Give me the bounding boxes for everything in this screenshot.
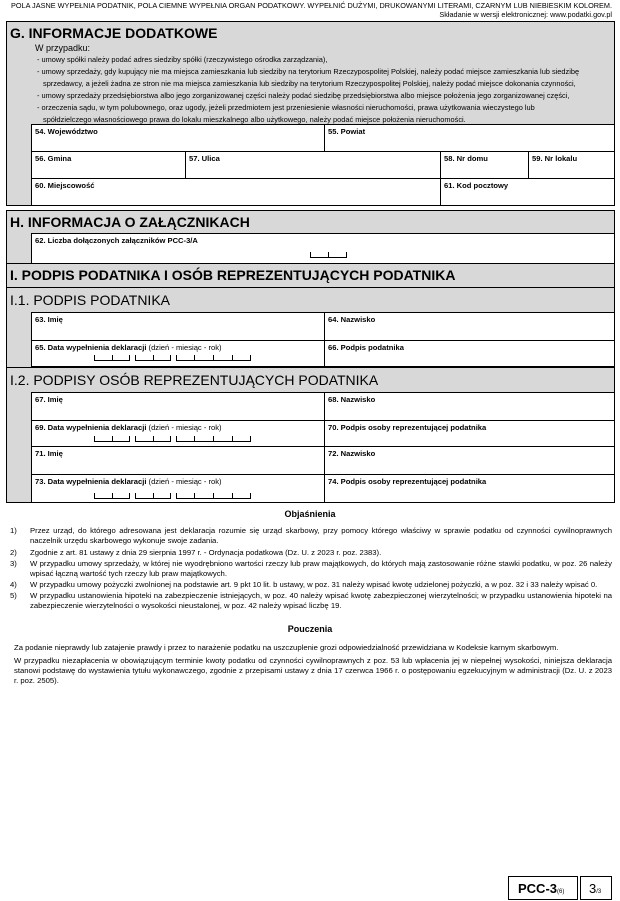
section-g-bullet: - umowy sprzedaży przedsiębiorstwa albo jego zorganizowanej części należy podać siedzibę przedsiębiorstwa albo miejsce położenia jego zorganizowanej części, (37, 91, 570, 100)
note-item: 3) W przypadku umowy sprzedaży, w której nie wyodrębniono wartości rzeczy lub praw majątkowych, do których mają zastosowanie różne stawki podatku, w poz. 26 należy wpisać łączną wartość tych rzeczy lub praw majątkowych. (10, 559, 612, 579)
field-54-wojewodztwo[interactable]: 54. Województwo (31, 124, 325, 152)
section-g-bullet: - orzeczenia sądu, w tym polubownego, oraz ugody, jeżeli przedmiotem jest przeniesienie własności nieruchomości, prawa użytkowania wieczystego lub (37, 103, 535, 112)
pouczenia-title: Pouczenia (287, 624, 333, 634)
field-61-kod-pocztowy[interactable]: 61. Kod pocztowy (440, 178, 615, 206)
header-electronic: Składanie w wersji elektronicznej: www.podatki.gov.pl (439, 10, 612, 19)
field-69-data[interactable] (31, 420, 325, 447)
pouczenia-p2: W przypadku niezapłacenia w obowiązującym terminie kwoty podatku od czynności cywilnoprawnych z poz. 53 lub wpłacenia jej w niepełnej wysokości, niniejsza deklaracja stanowi podstawę do wystawienia tytułu wykonawczego, zgodnie z przepisami ustawy z dnia 17 czerwca 1966 r. o postępowaniu egzekucyjnym w administracji (Dz. U. z 2023 r. poz. 2505). (14, 656, 612, 685)
field-69-label: 69. Data wypełnienia deklaracji (35, 423, 147, 432)
field-63-imie[interactable]: 63. Imię (31, 312, 325, 341)
pouczenia-p1: Za podanie nieprawdy lub zatajenie prawdy i przez to narażenie podatku na uszczuplenie grozi odpowiedzialność przewidziana w Kodeksie karnym skarbowym. (14, 643, 559, 652)
field-65-label: 65. Data wypełnienia deklaracji (35, 343, 147, 352)
field-68-nazwisko[interactable]: 68. Nazwisko (324, 392, 615, 421)
field-55-powiat[interactable]: 55. Powiat (324, 124, 615, 152)
field-74-podpis[interactable]: 74. Podpis osoby reprezentującej podatnika (324, 474, 615, 503)
note-item: 2) Zgodnie z art. 81 ustawy z dnia 29 sierpnia 1997 r. - Ordynacja podatkowa (Dz. U. z 2023 r. poz. 2383). (10, 548, 382, 557)
form-code: PCC-3(6) (508, 876, 578, 900)
section-i1-title: I.1. PODPIS PODATNIKA (10, 292, 171, 308)
field-58-nr-domu[interactable]: 58. Nr domu (440, 151, 529, 179)
note-item: 1) Przez urząd, do którego adresowana jest deklaracja rozumie się urząd skarbowy, przy pomocy którego właściwy w sprawie podatku od czynności cywilnoprawnych naczelnik urzędu skarbowego wykonuje swoje zadania. (10, 526, 612, 546)
header-instruction: POLA JASNE WYPEŁNIA PODATNIK, POLA CIEMNE WYPEŁNIA ORGAN PODATKOWY. WYPEŁNIĆ DUŻYMI, DRUKOWANYMI LITERAMI, CZARNYM LUB NIEBIESKIM KOLOREM. (10, 1, 612, 10)
field-71-imie[interactable]: 71. Imię (31, 446, 325, 475)
field-65-hint: (dzień - miesiąc - rok) (146, 343, 222, 352)
field-70-podpis[interactable]: 70. Podpis osoby reprezentującej podatnika (324, 420, 615, 447)
field-57-ulica[interactable]: 57. Ulica (185, 151, 441, 179)
section-i2-title: I.2. PODPISY OSÓB REPREZENTUJĄCYCH PODATNIKA (10, 372, 379, 388)
page-number: 3/3 (580, 876, 612, 900)
section-i (6, 263, 615, 503)
field-64-nazwisko[interactable]: 64. Nazwisko (324, 312, 615, 341)
section-h (6, 210, 615, 264)
field-62-label: 62. Liczba dołączonych załączników PCC-3/A (35, 236, 198, 245)
objasnienia-title: Objaśnienia (284, 509, 336, 519)
note-item: 4) W przypadku umowy pożyczki zwolnionej na podstawie art. 9 pkt 10 lit. b ustawy, w poz. 31 należy wpisać kwotę udzielonej pożyczki, a w poz. 32 i 33 należy wpisać 0. (10, 580, 598, 589)
field-67-imie[interactable]: 67. Imię (31, 392, 325, 421)
field-56-gmina[interactable]: 56. Gmina (31, 151, 186, 179)
section-h-title: H. INFORMACJA O ZAŁĄCZNIKACH (10, 214, 250, 230)
section-i-title: I. PODPIS PODATNIKA I OSÓB REPREZENTUJĄCYCH PODATNIKA (10, 267, 456, 283)
section-g-bullet: - umowy spółki należy podać adres siedziby spółki (rzeczywistego ośrodka zarządzania), (37, 55, 328, 64)
section-g-title: G. INFORMACJE DODATKOWE (10, 25, 218, 41)
field-66-podpis-podatnika[interactable]: 66. Podpis podatnika (324, 340, 615, 367)
field-72-nazwisko[interactable]: 72. Nazwisko (324, 446, 615, 475)
field-60-miejscowosc[interactable]: 60. Miejscowość (31, 178, 441, 206)
section-g-bullet: sprzedawcy, a jeżeli żadna ze stron nie ma miejsca zamieszkania lub siedziby na terytorium Rzeczypospolitej Polskiej, należy podać miejsce dokonania czynności, (43, 79, 576, 88)
field-73-hint: (dzień - miesiąc - rok) (146, 477, 222, 486)
note-item: 5) W przypadku ustanowienia hipoteki na zabezpieczenie istniejących, w poz. 40 należy wpisać kwotę zabezpieczonej wierzytelności; w przypadku ustanowienia hipoteki na zabezpieczenie wierzytelności o wysokości nieustalonej, w poz. 42 należy wpisać liczbę 19. (10, 591, 612, 611)
section-g-bullet: - umowy sprzedaży, gdy kupujący nie ma miejsca zamieszkania lub siedziby na terytorium Rzeczypospolitej Polskiej, należy podać miejsce zamieszkania lub siedzibę (37, 67, 580, 76)
section-g-bullet: spółdzielczego własnościowego prawa do lokalu mieszkalnego albo użytkowego, należy podać miejsce położenia nieruchomości. (43, 115, 466, 124)
field-62-liczba-zalacznikow[interactable] (31, 233, 615, 264)
field-69-hint: (dzień - miesiąc - rok) (146, 423, 222, 432)
field-65-data[interactable] (31, 340, 325, 367)
attachments-count-boxes (310, 253, 347, 258)
field-73-label: 73. Data wypełnienia deklaracji (35, 477, 147, 486)
field-59-nr-lokalu[interactable]: 59. Nr lokalu (528, 151, 615, 179)
section-g (6, 21, 615, 206)
section-g-intro: W przypadku: (35, 43, 91, 53)
